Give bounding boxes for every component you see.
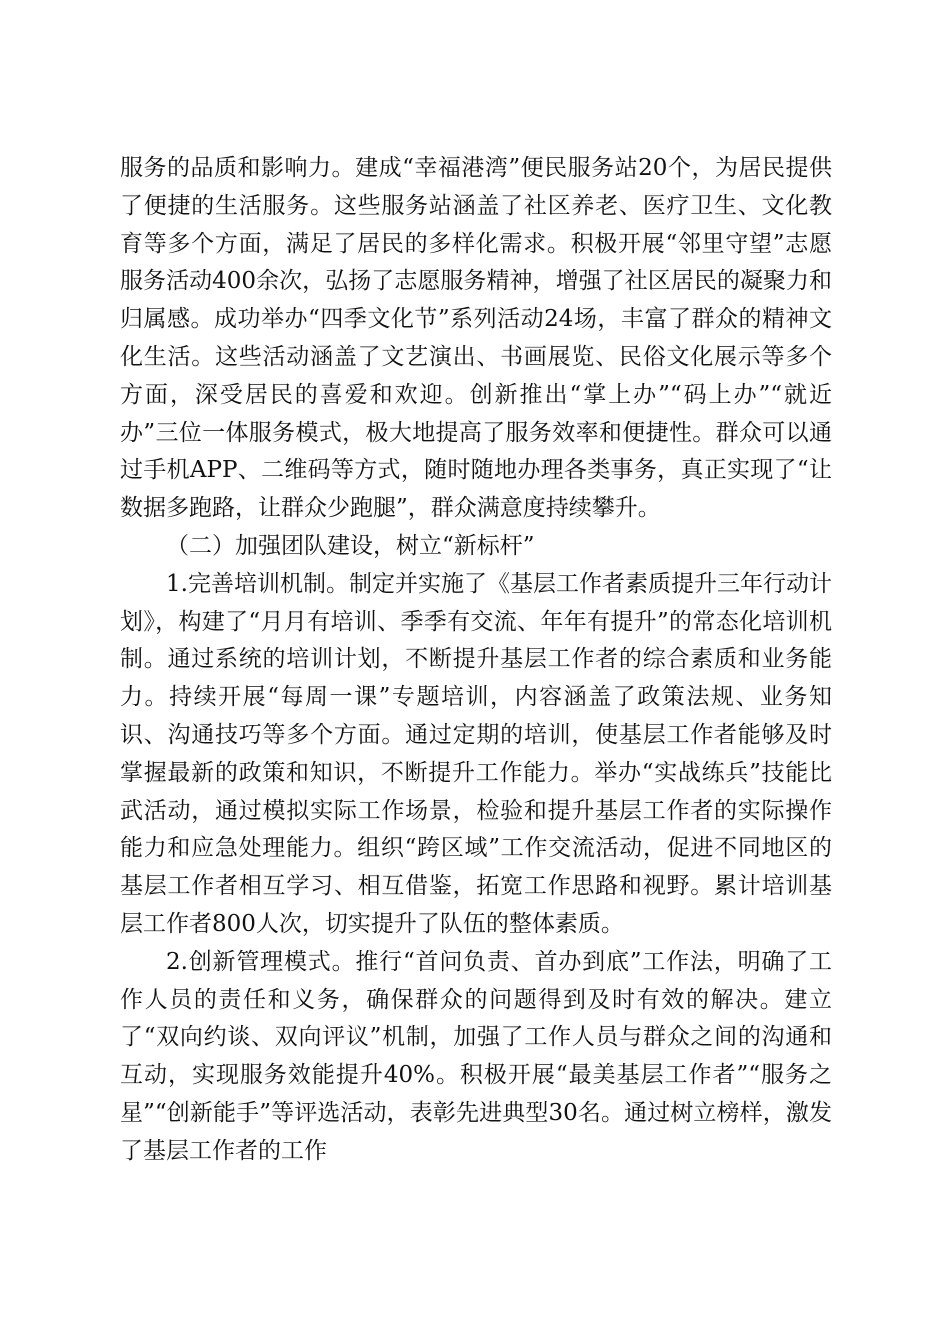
paragraph-continued: 服务的品质和影响力。建成“幸福港湾”便民服务站20个，为居民提供了便捷的生活服务。这些服务站涵盖了社区养老、医疗卫生、文化教育等多个方面，满足了居民的多样化需求。积极开展“邻里守望”志愿服务活动400余次，弘扬了志愿服务精神，增强了社区居民的凝聚力和归属感。成功举办“四季文化节”系列活动24场，丰富了群众的精神文化生活。这些活动涵盖了文艺演出、书画展览、民俗文化展示等多个方面，深受居民的喜爱和欢迎。创新推出“掌上办”“码上办”“就近办”三位一体服务模式，极大地提高了服务效率和便捷性。群众可以通过手机APP、二维码等方式，随时随地办理各类事务，真正实现了“让数据多跑路，让群众少跑腿”，群众满意度持续攀升。: [120, 155, 832, 522]
paragraph-management-mode: 2.创新管理模式。推行“首问负责、首办到底”工作法，明确了工作人员的责任和义务，确保群众的问题得到及时有效的解决。建立了“双向约谈、双向评议”机制，加强了工作人员与群众之间的沟通和互动，实现服务效能提升40%。积极开展“最美基层工作者”“服务之星”“创新能手”等评选活动，表彰先进典型30名。通过树立榜样，激发了基层工作者的工作: [120, 948, 832, 1164]
section-heading: （二）加强团队建设，树立“新标杆”: [166, 532, 535, 559]
paragraph-training-mechanism: 1.完善培训机制。制定并实施了《基层工作者素质提升三年行动计划》，构建了“月月有培训、季季有交流、年年有提升”的常态化培训机制。通过系统的培训计划，不断提升基层工作者的综合素质和业务能力。持续开展“每周一课”专题培训，内容涵盖了政策法规、业务知识、沟通技巧等多个方面。通过定期的培训，使基层工作者能够及时掌握最新的政策和知识，不断提升工作能力。举办“实战练兵”技能比武活动，通过模拟实际工作场景，检验和提升基层工作者的实际操作能力和应急处理能力。组织“跨区域”工作交流活动，促进不同地区的基层工作者相互学习、相互借鉴，拓宽工作思路和视野。累计培训基层工作者800人次，切实提升了队伍的整体素质。: [120, 570, 832, 937]
document-body: [120, 150, 832, 1171]
